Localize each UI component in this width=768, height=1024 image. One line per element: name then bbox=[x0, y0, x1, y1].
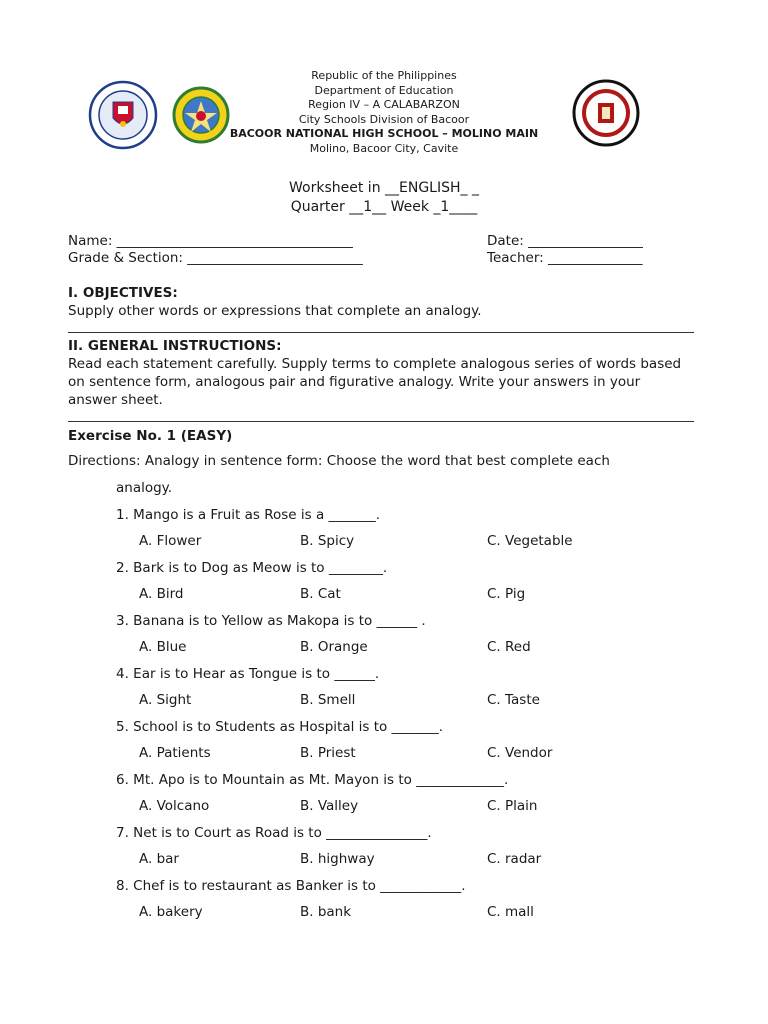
teacher-field[interactable]: Teacher: ______________ bbox=[487, 250, 643, 266]
instructions-heading: II. GENERAL INSTRUCTIONS: bbox=[68, 338, 282, 354]
answer-option-a[interactable]: A. Sight bbox=[139, 692, 192, 708]
answer-option-b[interactable]: B. bank bbox=[300, 904, 352, 920]
question-text: 5. School is to Students as Hospital is to _______. bbox=[116, 719, 444, 735]
school-name: BACOOR NATIONAL HIGH SCHOOL – MOLINO MAIN bbox=[229, 127, 539, 140]
exercise-heading: Exercise No. 1 (EASY) bbox=[68, 428, 233, 444]
answer-option-b[interactable]: B. Orange bbox=[300, 639, 368, 655]
answer-option-a[interactable]: A. bakery bbox=[139, 904, 203, 920]
divider bbox=[68, 421, 694, 422]
header-line: Republic of the Philippines bbox=[311, 69, 457, 82]
directions-text: analogy. bbox=[116, 480, 173, 496]
question-text: 6. Mt. Apo is to Mountain as Mt. Mayon is to _____________. bbox=[116, 772, 509, 788]
answer-option-a[interactable]: A. Bird bbox=[139, 586, 184, 602]
answer-option-c[interactable]: C. Vegetable bbox=[487, 533, 573, 549]
instructions-line: answer sheet. bbox=[68, 392, 163, 408]
answer-option-b[interactable]: B. Valley bbox=[300, 798, 359, 814]
objectives-text: Supply other words or expressions that complete an analogy. bbox=[68, 303, 482, 319]
objectives-heading: I. OBJECTIVES: bbox=[68, 285, 178, 301]
answer-option-c[interactable]: C. Pig bbox=[487, 586, 526, 602]
header-line: City Schools Division of Bacoor bbox=[298, 112, 470, 126]
answer-option-c[interactable]: C. Plain bbox=[487, 798, 538, 814]
answer-option-b[interactable]: B. Spicy bbox=[300, 533, 355, 549]
answer-option-c[interactable]: C. Vendor bbox=[487, 745, 553, 761]
question-text: 8. Chef is to restaurant as Banker is to ____________. bbox=[116, 878, 466, 894]
question-text: 7. Net is to Court as Road is to _______________. bbox=[116, 825, 432, 841]
name-field[interactable]: Name: ___________________________________ bbox=[68, 233, 353, 249]
question-text: 1. Mango is a Fruit as Rose is a _______. bbox=[116, 507, 381, 523]
answer-option-b[interactable]: B. Smell bbox=[300, 692, 356, 708]
answer-option-c[interactable]: C. Red bbox=[487, 639, 531, 655]
divider bbox=[68, 332, 694, 333]
answer-option-a[interactable]: A. Patients bbox=[139, 745, 211, 761]
answer-option-b[interactable]: B. highway bbox=[300, 851, 375, 867]
date-field[interactable]: Date: _________________ bbox=[487, 233, 643, 249]
answer-option-c[interactable]: C. mall bbox=[487, 904, 534, 920]
answer-option-b[interactable]: B. Cat bbox=[300, 586, 341, 602]
question-text: 2. Bark is to Dog as Meow is to ________. bbox=[116, 560, 388, 576]
worksheet-title: Worksheet in __ENGLISH_ _ bbox=[289, 180, 479, 196]
answer-option-c[interactable]: C. Taste bbox=[487, 692, 540, 708]
quarter-week: Quarter __1__ Week _1____ bbox=[290, 199, 478, 215]
question-text: 4. Ear is to Hear as Tongue is to ______. bbox=[116, 666, 380, 682]
answer-option-a[interactable]: A. bar bbox=[139, 851, 179, 867]
instructions-line: Read each statement carefully. Supply terms to complete analogous series of words based bbox=[68, 356, 682, 372]
answer-option-c[interactable]: C. radar bbox=[487, 851, 542, 867]
instructions-line: on sentence form, analogous pair and figurative analogy. Write your answers in your bbox=[68, 374, 641, 390]
grade-section-field[interactable]: Grade & Section: __________________________ bbox=[68, 250, 363, 266]
answer-option-a[interactable]: A. Volcano bbox=[139, 798, 210, 814]
header-line: Department of Education bbox=[314, 83, 454, 97]
header-line: Region IV – A CALABARZON bbox=[308, 98, 460, 111]
school-address: Molino, Bacoor City, Cavite bbox=[309, 141, 459, 155]
answer-option-b[interactable]: B. Priest bbox=[300, 745, 356, 761]
question-text: 3. Banana is to Yellow as Makopa is to ______ . bbox=[116, 613, 426, 629]
letterhead bbox=[0, 69, 768, 156]
answer-option-a[interactable]: A. Blue bbox=[139, 639, 187, 655]
directions-text: Directions: Analogy in sentence form: Choose the word that best complete each bbox=[68, 453, 610, 469]
answer-option-a[interactable]: A. Flower bbox=[139, 533, 202, 549]
